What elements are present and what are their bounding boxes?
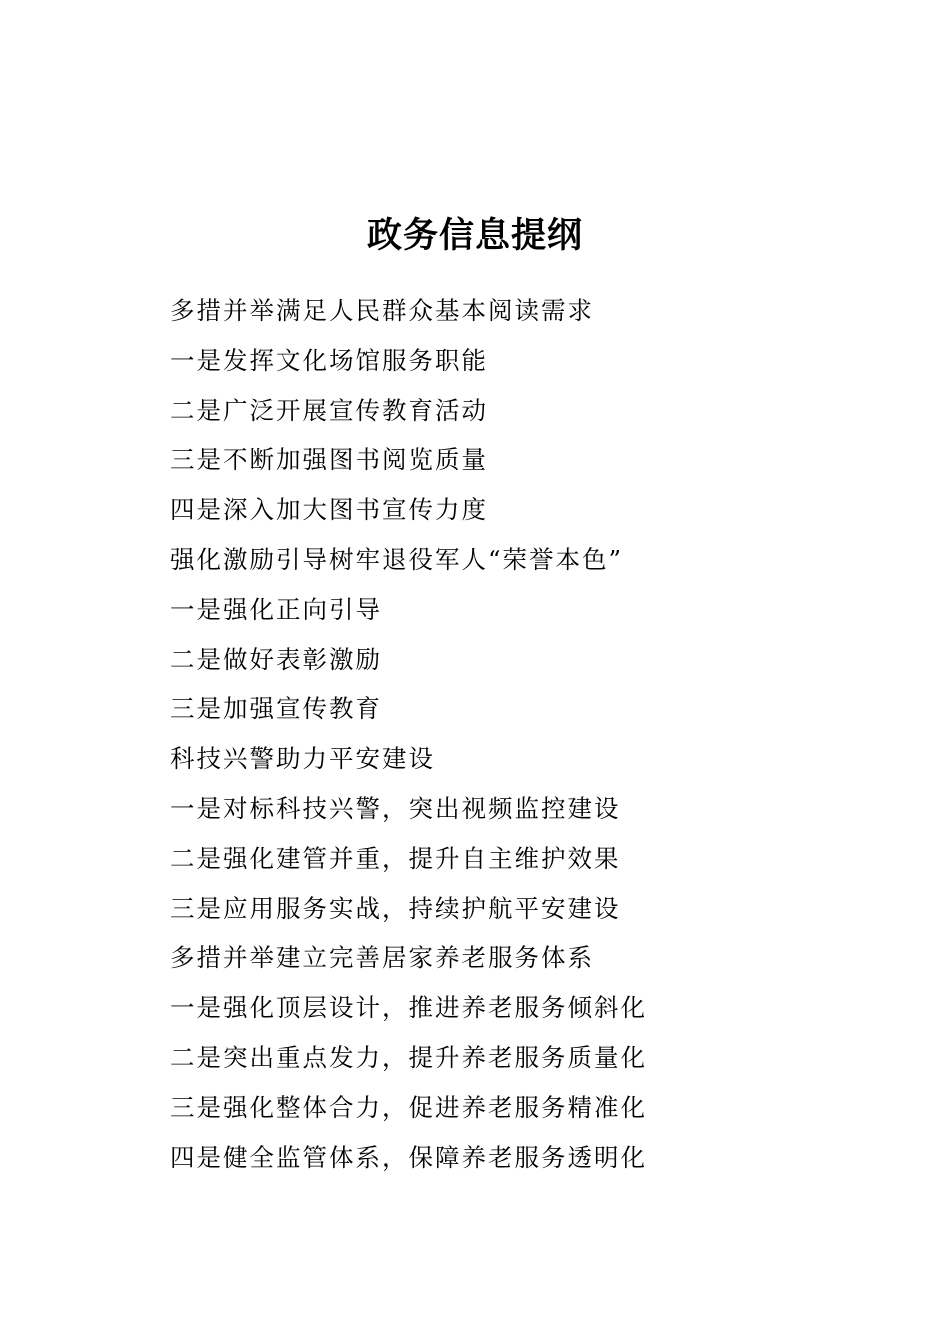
outline-item: 二是强化建管并重，提升自主维护效果 [170, 843, 621, 873]
outline-item: 三是加强宣传教育 [170, 694, 382, 724]
outline-item: 一是对标科技兴警，突出视频监控建设 [170, 793, 621, 823]
outline-item: 三是应用服务实战，持续护航平安建设 [170, 893, 621, 923]
outline-list [170, 286, 870, 1182]
outline-item: 一是发挥文化场馆服务职能 [170, 345, 488, 375]
outline-item: 三是强化整体合力，促进养老服务精准化 [170, 1092, 647, 1122]
outline-item: 三是不断加强图书阅览质量 [170, 445, 488, 475]
outline-heading-reading: 多措并举满足人民群众基本阅读需求 [170, 296, 594, 325]
outline-item: 四是健全监管体系，保障养老服务透明化 [170, 1142, 647, 1172]
outline-item: 一是强化正向引导 [170, 594, 382, 624]
outline-item: 二是广泛开展宣传教育活动 [170, 395, 488, 425]
outline-heading-elderly-care: 多措并举建立完善居家养老服务体系 [170, 943, 594, 973]
document-title: 政务信息提纲 [366, 215, 583, 256]
outline-item: 二是突出重点发力，提升养老服务质量化 [170, 1042, 647, 1072]
outline-heading-veterans: 强化激励引导树牢退役军人“荣誉本色” [170, 544, 624, 574]
outline-heading-police-tech: 科技兴警助力平安建设 [170, 744, 435, 774]
outline-item: 四是深入加大图书宣传力度 [170, 495, 488, 525]
outline-item: 二是做好表彰激励 [170, 644, 382, 674]
outline-item: 一是强化顶层设计，推进养老服务倾斜化 [170, 993, 647, 1023]
